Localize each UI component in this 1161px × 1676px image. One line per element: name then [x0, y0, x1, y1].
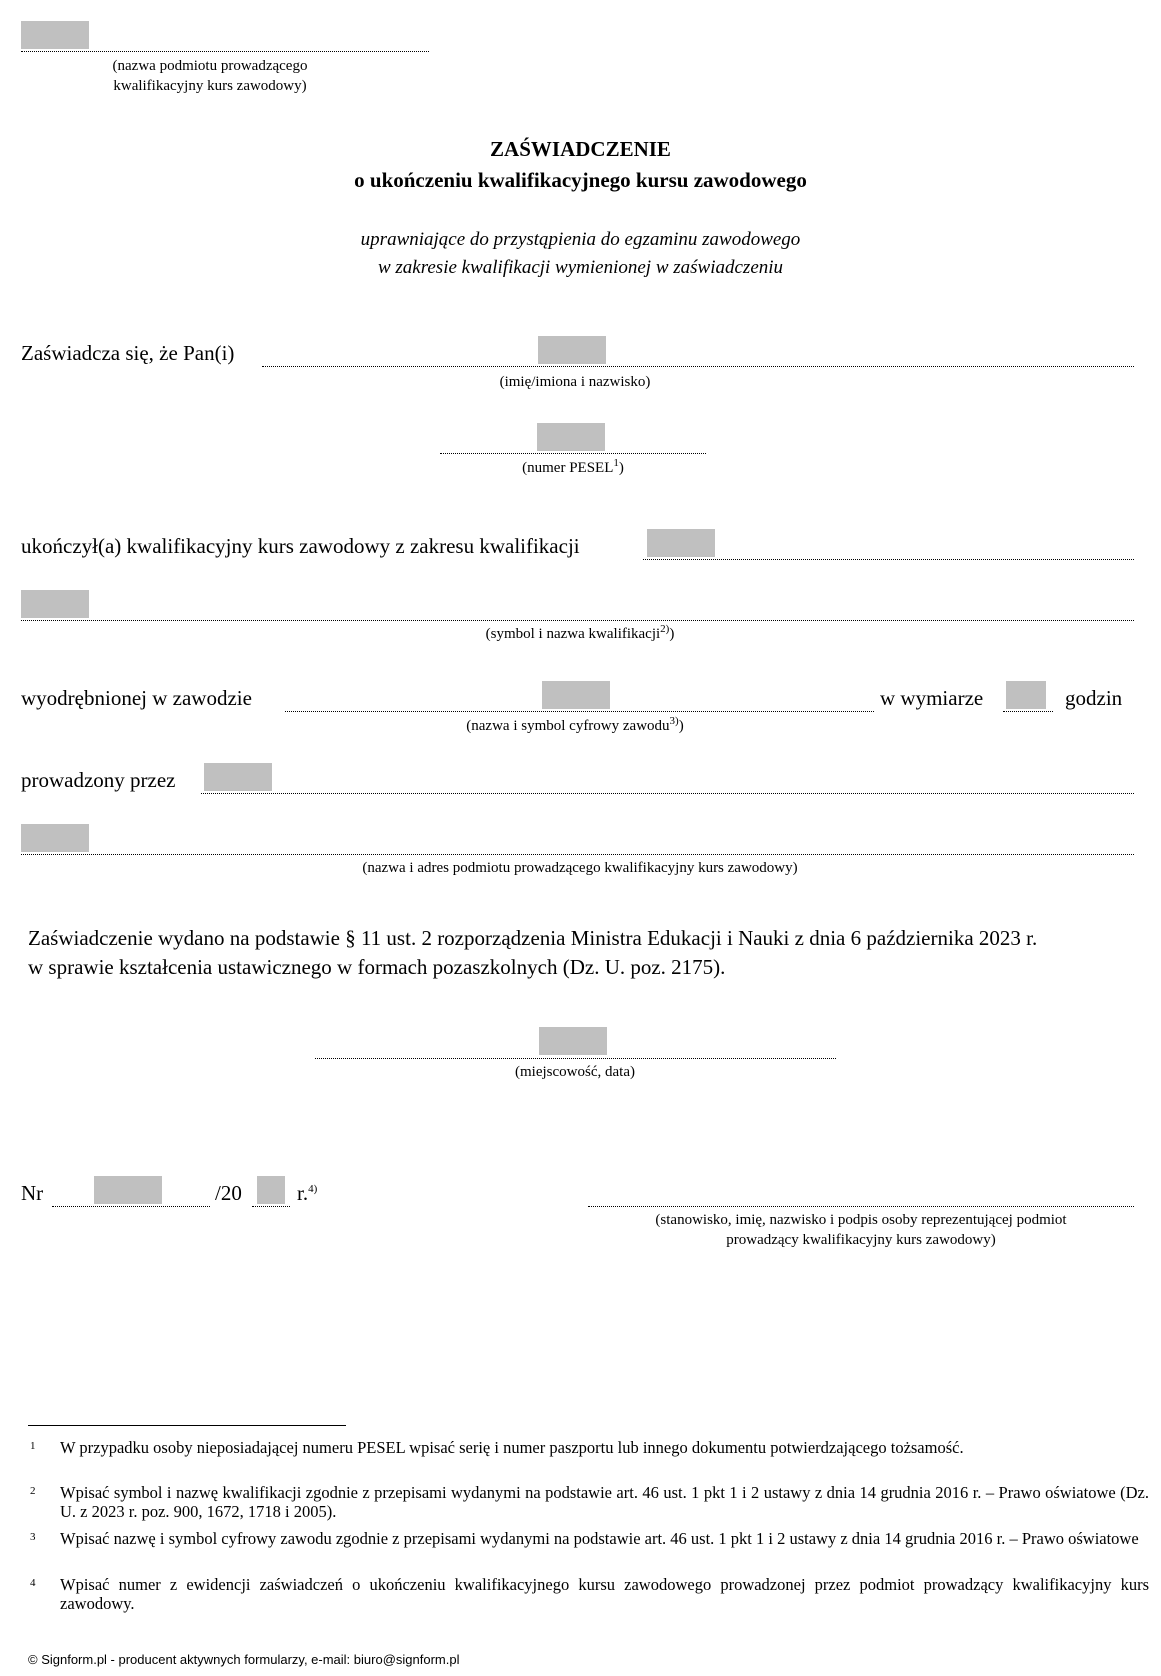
conducted-address-field[interactable]: [21, 824, 89, 852]
signature-caption-line1: (stanowisko, imię, nazwisko i podpis osoby reprezentującej podmiot: [655, 1212, 1067, 1228]
hours-label: w wymiarze: [880, 686, 984, 710]
qualification-symbol-field[interactable]: [647, 529, 715, 557]
entity-caption-line1: (nazwa podmiotu prowadzącego: [112, 58, 308, 74]
profession-field[interactable]: [542, 681, 610, 709]
profession-label: wyodrębnionej w zawodzie: [21, 686, 252, 710]
year-suffix-text: r.: [297, 1181, 309, 1205]
footnote-4-text: Wpisać numer z ewidencji zaświadczeń o ukończeniu kwalifikacyjnego kursu zawodowego prowadzonej przez podmiot prowadzący kwalifikacyjny kurs zawodowy.: [60, 1575, 1149, 1613]
year-field[interactable]: [257, 1176, 285, 1204]
pesel-field[interactable]: [537, 423, 605, 451]
footnote-3-number: 3: [30, 1531, 36, 1543]
footnote-2-number: 2: [30, 1485, 36, 1497]
conducted-caption: (nazwa i adres podmiotu prowadzącego kwalifikacyjny kurs zawodowy): [362, 860, 798, 876]
entity-name-caption: [80, 56, 340, 96]
conducted-label: prowadzony przez: [21, 768, 176, 792]
pesel-caption: (numer PESEL$^1$): [522, 457, 624, 476]
conducted-line-2: [21, 854, 1134, 855]
profession-caption: (nazwa i symbol cyfrowy zawodu$^{3)}$): [466, 715, 684, 734]
footnote-separator: [28, 1425, 346, 1426]
footer-copyright: © Signform.pl - producent aktywnych formularzy, e-mail: biuro@signform.pl: [28, 1652, 460, 1667]
profession-caption-text: (nazwa i symbol cyfrowy zawodu: [466, 718, 670, 734]
entity-name-field[interactable]: [21, 21, 89, 49]
document-subtitle: [0, 226, 1161, 282]
footnote-3-text: Wpisać nazwę i symbol cyfrowy zawodu zgodnie z przepisami wydanymi na podstawie art. 46 ust. 1 pkt 1 i 2 ustawy z dnia 14 grudnia 2016 r. – Prawo oświatowe: [60, 1529, 1139, 1548]
pesel-caption-text: (numer PESEL: [522, 460, 614, 476]
nr-field[interactable]: [94, 1176, 162, 1204]
qualification-caption: (symbol i nazwa kwalifikacji$^{2)}$): [485, 623, 675, 642]
footnote-2-text: Wpisać symbol i nazwę kwalifikacji zgodnie z przepisami wydanymi na podstawie art. 46 ust. 1 pkt 1 i 2 ustawy z dnia 14 grudnia 2016 r. – Prawo oświatowe (Dz. U. z 2023 r. poz. 900, 1672, 1718 i 2005).: [60, 1483, 1149, 1521]
hours-field[interactable]: [1006, 681, 1046, 709]
conducted-by-field[interactable]: [204, 763, 272, 791]
legal-basis-line2: w sprawie kształcenia ustawicznego w formach pozaszkolnych (Dz. U. poz. 2175).: [28, 955, 726, 979]
nr-line: [52, 1206, 210, 1207]
footnote-1-number: 1: [30, 1440, 36, 1452]
hours-unit: godzin: [1065, 686, 1123, 710]
profession-line: [285, 711, 874, 712]
footnote-4-number: 4: [30, 1577, 36, 1589]
qualification-footnote-ref: 2): [660, 623, 670, 635]
qualification-caption-text: (symbol i nazwa kwalifikacji: [485, 626, 661, 642]
year-line: [252, 1206, 290, 1207]
hours-line: [1003, 711, 1053, 712]
qualification-line-1: [643, 559, 1134, 560]
completed-label: ukończył(a) kwalifikacyjny kurs zawodowy z zakresu kwalifikacji: [21, 534, 580, 558]
entity-name-line: [21, 51, 429, 52]
conducted-line-1: [201, 793, 1134, 794]
full-name-field[interactable]: [538, 336, 606, 364]
document-title: [0, 134, 1161, 196]
name-line: [262, 366, 1134, 367]
year-prefix: /20: [215, 1181, 242, 1205]
certify-label: Zaświadcza się, że Pan(i): [21, 341, 235, 365]
place-date-line: [315, 1058, 836, 1059]
title-line1: ZAŚWIADCZENIE: [490, 137, 671, 161]
signature-caption: [575, 1210, 1147, 1250]
place-date-caption: (miejscowość, data): [515, 1064, 635, 1080]
profession-footnote-ref: 3): [669, 715, 679, 727]
nr-label: Nr: [21, 1181, 44, 1205]
qualification-line-2: [21, 620, 1134, 621]
entity-caption-line2: kwalifikacyjny kurs zawodowy): [113, 78, 307, 94]
year-suffix: [297, 1180, 317, 1206]
footnote-1-text: W przypadku osoby nieposiadającej numeru PESEL wpisać serię i numer paszportu lub innego dokumentu potwierdzającego tożsamość.: [60, 1438, 964, 1457]
pesel-footnote-ref: 1: [613, 457, 619, 469]
legal-basis-line1: Zaświadczenie wydano na podstawie § 11 ust. 2 rozporządzenia Ministra Edukacji i Nauki z dnia 6 października 2023 r.: [28, 926, 1038, 950]
signature-line: [588, 1206, 1134, 1207]
subtitle-line1: uprawniające do przystąpienia do egzaminu zawodowego: [360, 229, 801, 250]
pesel-line: [440, 453, 706, 454]
qualification-name-field[interactable]: [21, 590, 89, 618]
title-line2: o ukończeniu kwalifikacyjnego kursu zawodowego: [354, 168, 807, 192]
signature-caption-line2: prowadzący kwalifikacyjny kurs zawodowy): [726, 1232, 996, 1248]
nr-footnote-ref: 4): [308, 1183, 318, 1195]
subtitle-line2: w zakresie kwalifikacji wymienionej w zaświadczeniu: [377, 257, 784, 278]
place-date-field[interactable]: [539, 1027, 607, 1055]
name-caption: (imię/imiona i nazwisko): [499, 374, 651, 390]
